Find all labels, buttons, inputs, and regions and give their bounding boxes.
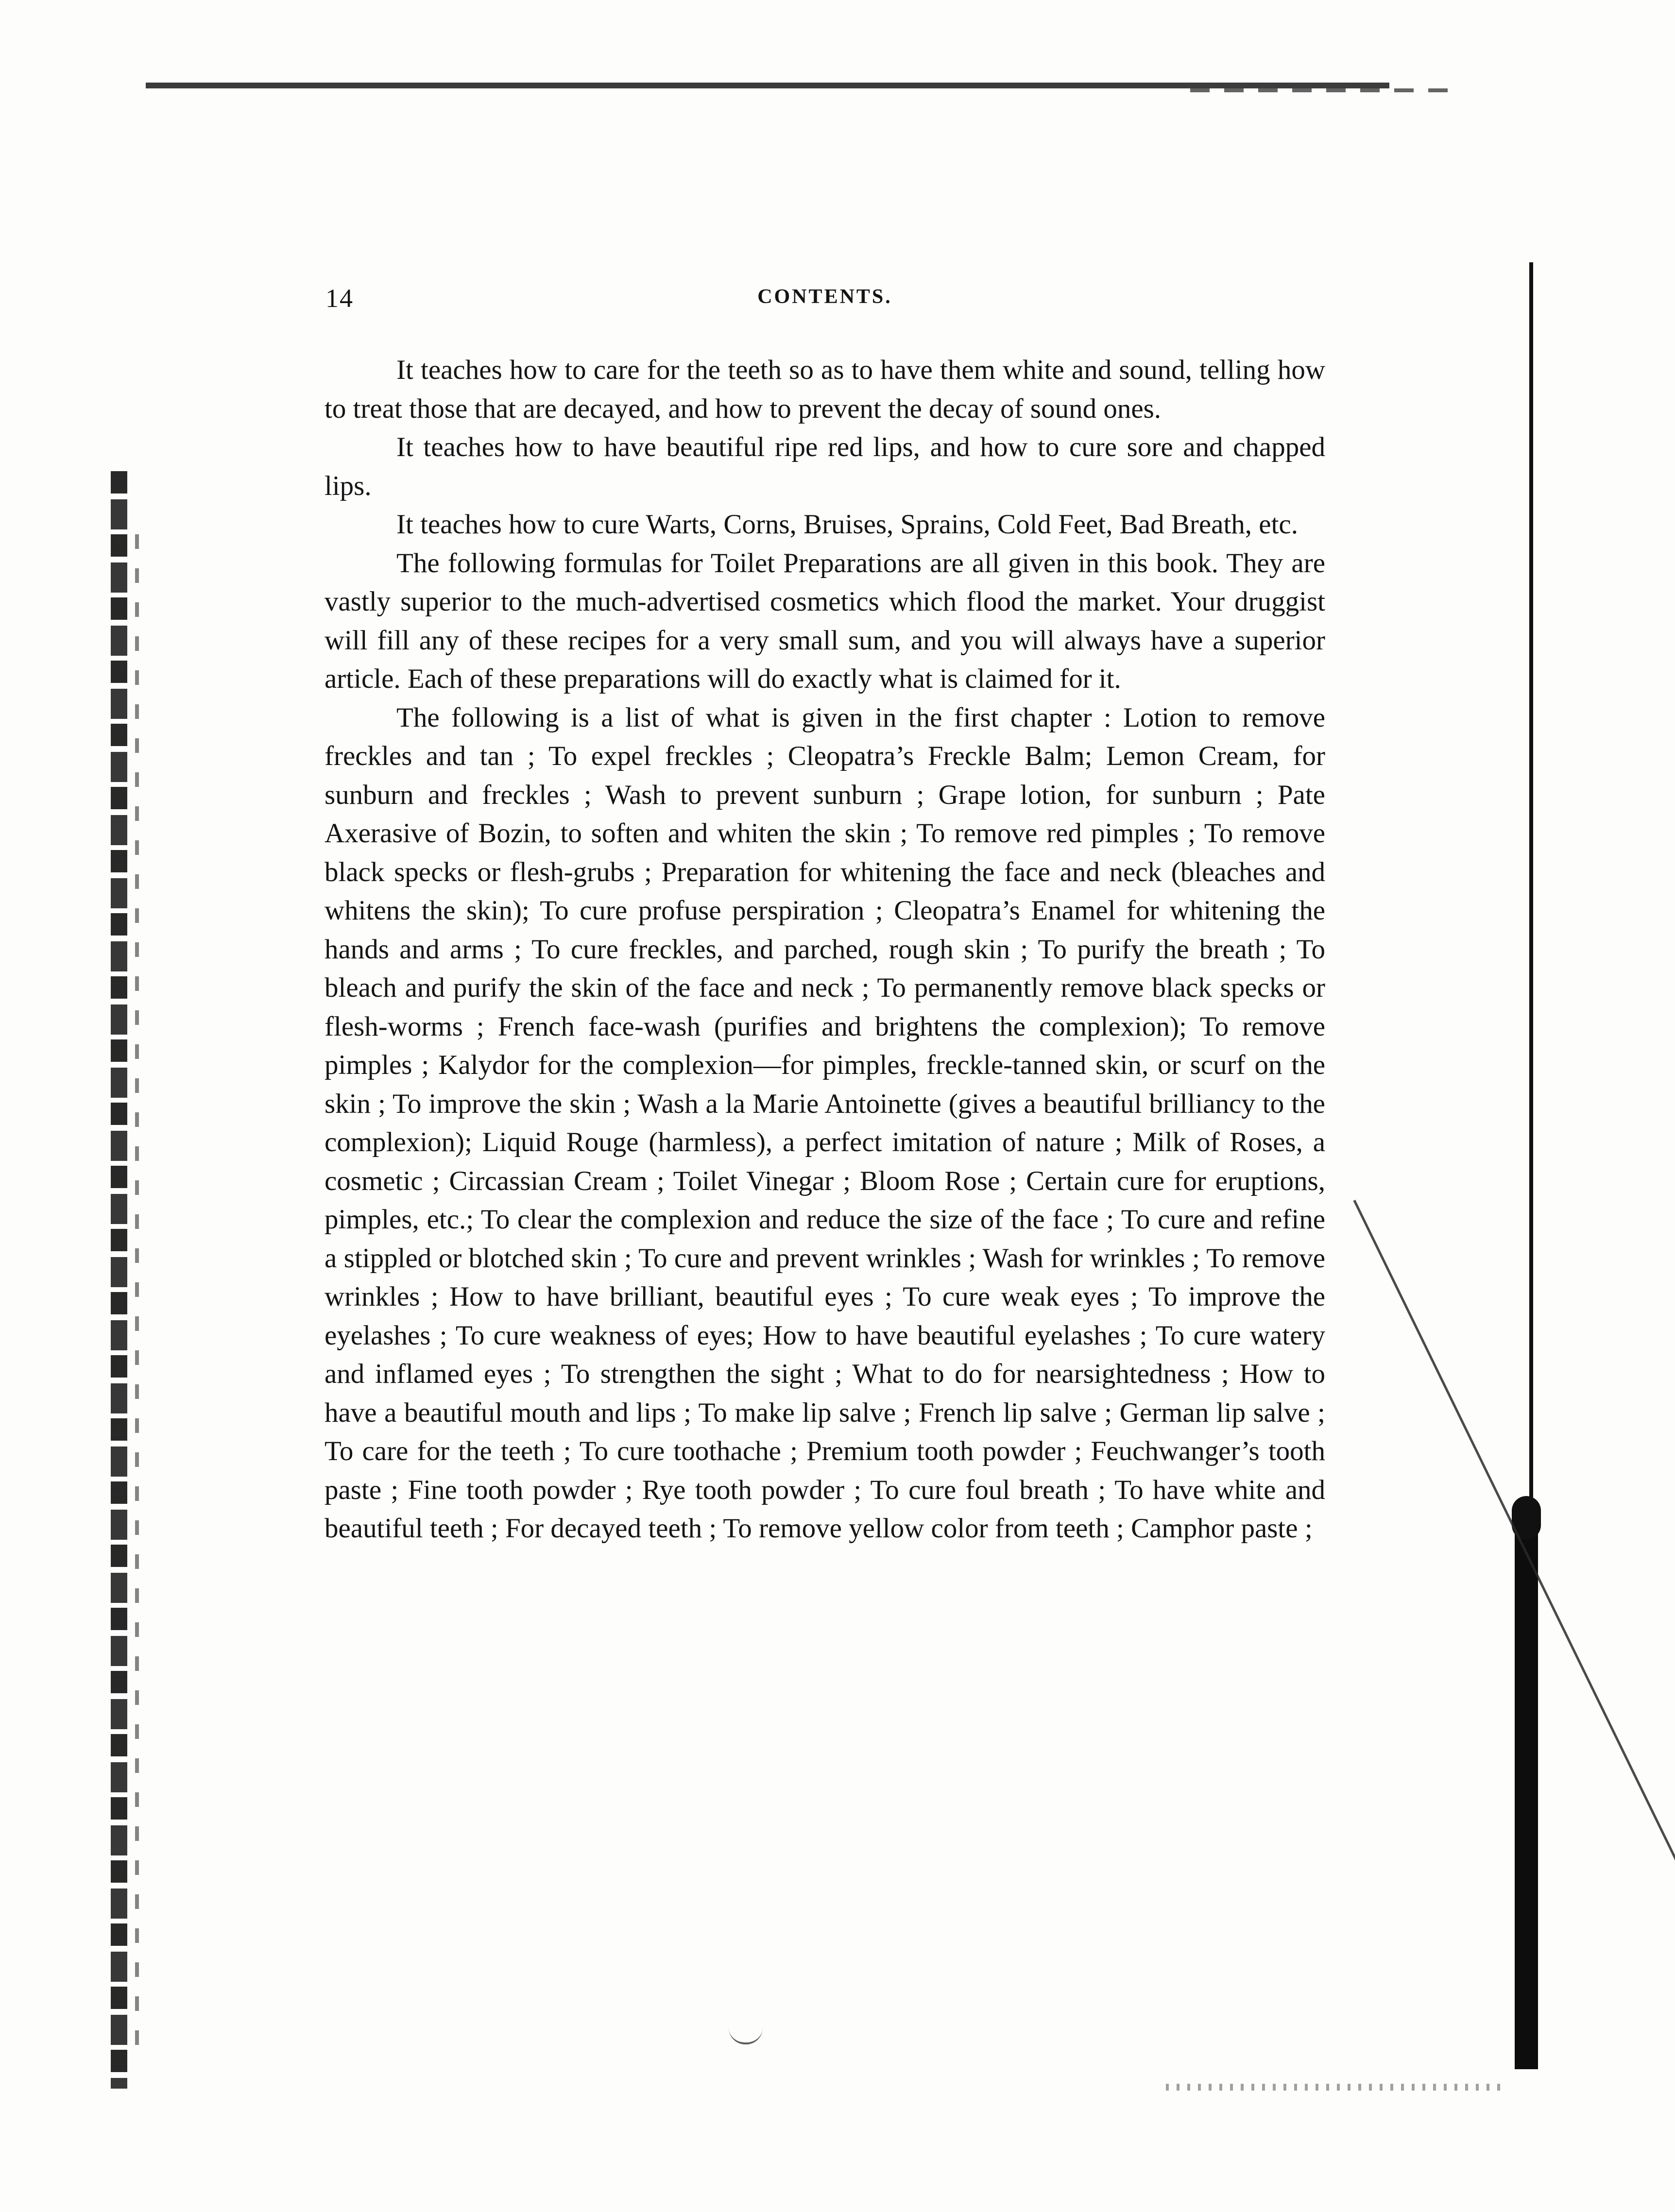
page-header bbox=[325, 279, 1325, 318]
scan-ink-mark bbox=[729, 2028, 763, 2044]
running-head: CONTENTS. bbox=[757, 286, 892, 308]
scan-diagonal-line bbox=[1353, 1200, 1675, 2008]
scan-right-edge-thick-artifact bbox=[1515, 1506, 1538, 2069]
scan-bottom-specks bbox=[1166, 2084, 1506, 2091]
paragraph-teeth: It teaches how to care for the teeth so as to have them white and sound, telling how to treat those that are decayed, and how to prevent the decay of sound ones. bbox=[325, 355, 1325, 424]
scan-top-rule bbox=[146, 83, 1389, 88]
paragraph-first-chapter-list: The following is a list of what is given in the first chapter : Lotion to remove freckles and tan ; To expel freckles ; Cleopatra’s Freckle Balm; Lemon Cream, for sunburn and freckles ; Wash to prevent sunburn ; Grape lotion, for sunburn ; Pate Axerasive of Bozin, to soften and whiten the skin ; To remove red pimples ; To remove black specks or flesh-grubs ; Preparation for whitening the face and neck (bleaches and whitens the skin); To cure profuse perspiration ; Cleopatra’s Enamel for whitening the hands and arms ; To cure freckles, and parched, rough skin ; To purify the breath ; To bleach and purify the skin of the face and neck ; To permanently remove black specks or flesh-worms ; French face-wash (purifies and brightens the complexion); To remove pimples ; Kalydor for the complexion—for pimples, freckle-tanned skin, or scurf on the skin ; To improve the skin ; Wash a la Marie Antoinette (gives a beautiful brilliancy to the complexion); Liquid Rouge (harmless), a perfect imitation of nature ; Milk of Roses, a cosmetic ; Circassian Cream ; Toilet Vinegar ; Bloom Rose ; Certain cure for eruptions, pimples, etc.; To clear the complexion and reduce the size of the face ; To cure and refine a stippled or blotched skin ; To cure and prevent wrinkles ; Wash for wrinkles ; To remove wrinkles ; How to have brilliant, beautiful eyes ; To cure weak eyes ; To improve the eyelashes ; To cure weakness of eyes; How to have beautiful eyelashes ; To cure watery and inflamed eyes ; To strengthen the sight ; What to do for nearsightedness ; How to have a beautiful mouth and lips ; To make lip salve ; French lip salve ; German lip salve ; To care for the teeth ; To cure toothache ; Premium tooth powder ; Feuchwanger’s tooth paste ; Fine tooth powder ; Rye tooth powder ; To cure foul breath ; To have white and beautiful teeth ; For decayed teeth ; To remove yellow color from teeth ; Camphor paste ; bbox=[325, 702, 1325, 1544]
paragraph-formulas: The following formulas for Toilet Preparations are all given in this book. They are vastly superior to the much-advertised cosmetics which flood the market. Your druggist will fill any of these recipes for a very small sum, and you will always have a superior article. Each of these preparations will do exactly what is claimed for it. bbox=[325, 547, 1325, 694]
body-text bbox=[325, 351, 1325, 1548]
page-number: 14 bbox=[325, 284, 354, 313]
paragraph-warts: It teaches how to cure Warts, Corns, Bruises, Sprains, Cold Feet, Bad Breath, etc. bbox=[396, 509, 1298, 540]
scan-left-edge-artifact bbox=[111, 471, 127, 2089]
scan-left-edge-thin-artifact bbox=[135, 534, 139, 2064]
paragraph-lips: It teaches how to have beautiful ripe red lips, and how to cure sore and chapped lips. bbox=[325, 432, 1325, 501]
scan-top-rule-fragment bbox=[1190, 88, 1462, 92]
